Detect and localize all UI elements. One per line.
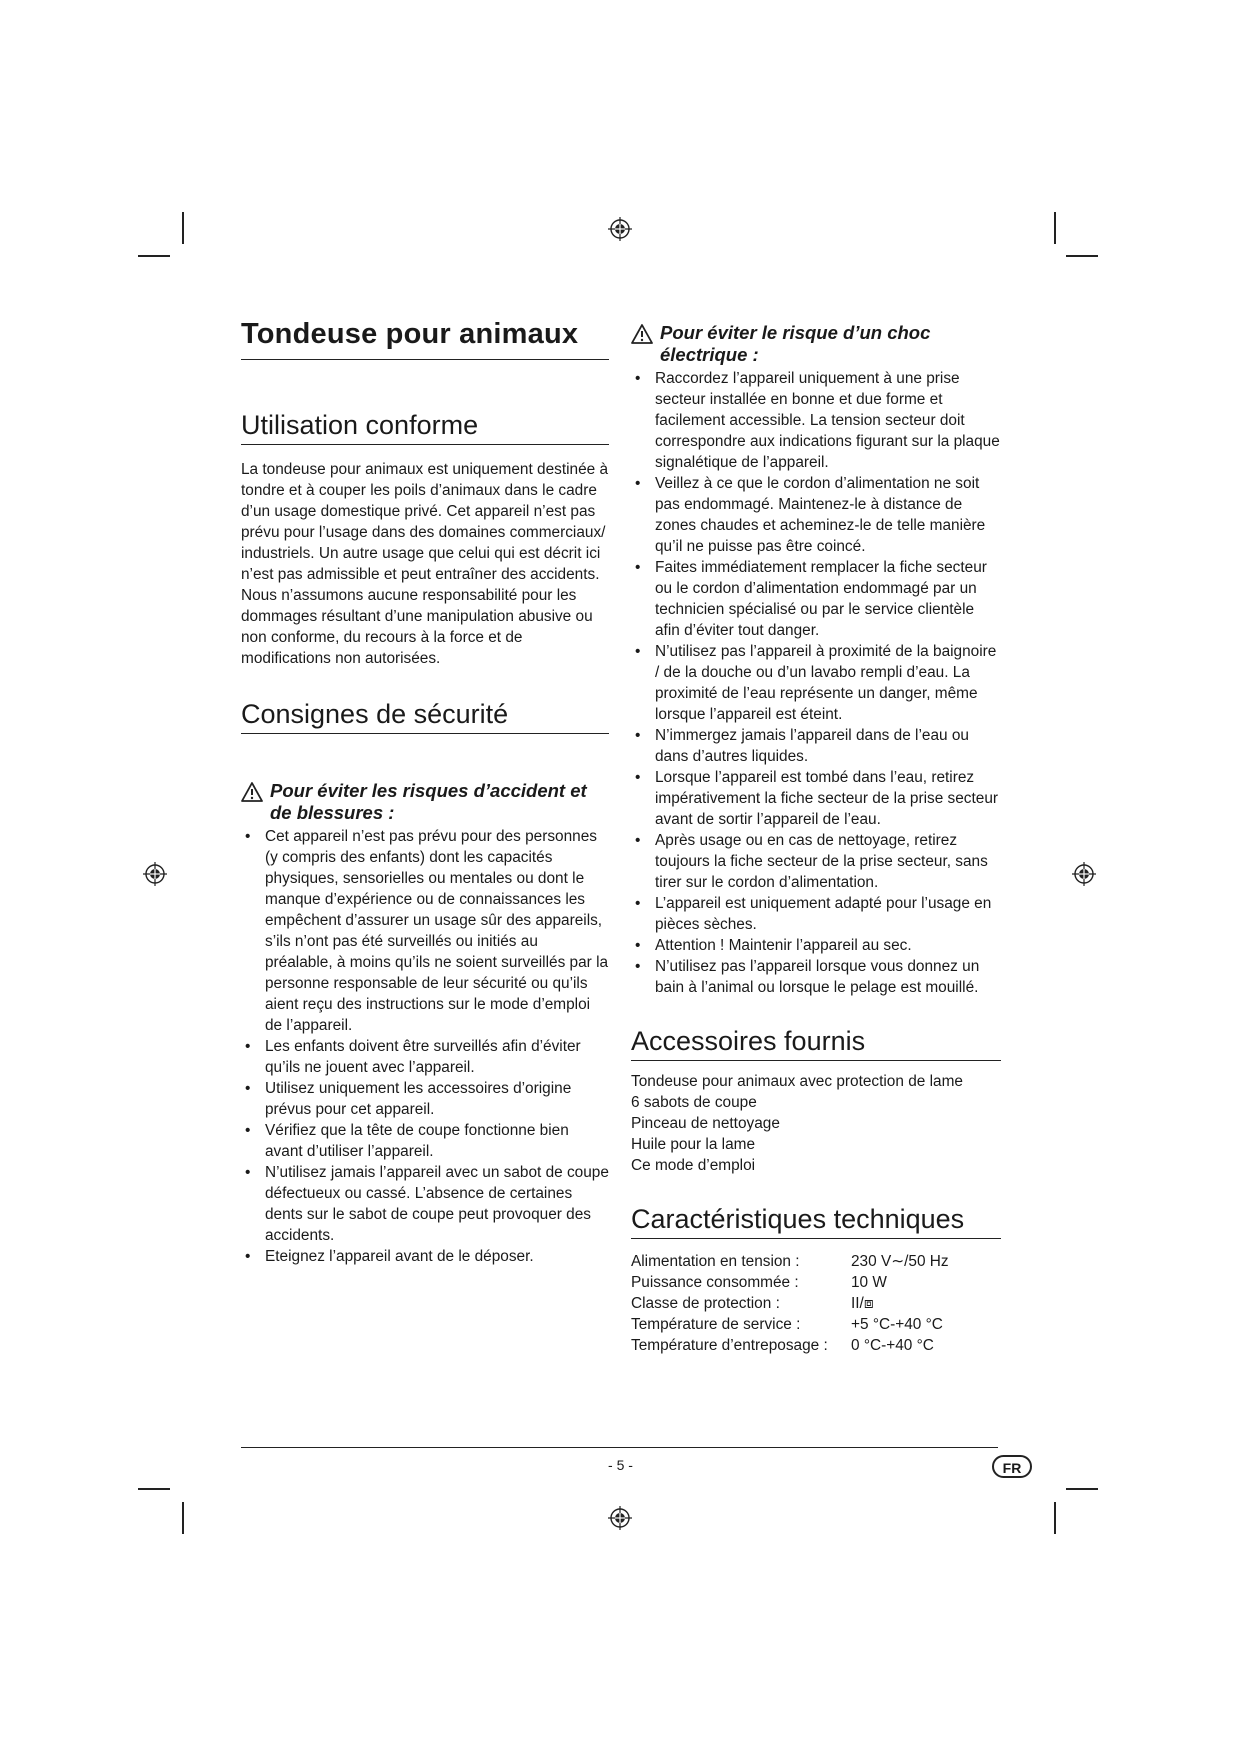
crop-mark bbox=[138, 255, 170, 257]
list-item: • N’utilisez pas l’appareil lorsque vous donnez un bain à l’animal ou lorsque le pelage est mouillé. bbox=[631, 956, 1001, 998]
accident-list bbox=[241, 826, 609, 1267]
list-item: • Veillez à ce que le cordon d’alimentation ne soit pas endommagé. Maintenez-le à distance de zones chaudes et acheminez-le de telle manière qu’il ne puisse pas être coincé. bbox=[631, 473, 1001, 557]
table-row bbox=[631, 1272, 949, 1293]
list-item: 6 sabots de coupe bbox=[631, 1094, 757, 1111]
list-item: • N’utilisez pas l’appareil à proximité de la baignoire / de la douche ou d’un lavabo rempli d’eau. La proximité de l’eau représente un danger, même lorsque l’appareil est éteint. bbox=[631, 641, 1001, 725]
crop-mark bbox=[1054, 212, 1056, 244]
list-item: • Eteignez l’appareil avant de le déposer. bbox=[241, 1246, 609, 1267]
page-title: Tondeuse pour animaux bbox=[241, 318, 609, 360]
table-row bbox=[631, 1293, 949, 1314]
registration-mark-icon bbox=[1072, 862, 1096, 886]
safety-heading: Consignes de sécurité bbox=[241, 699, 609, 734]
spec-value: 10 W bbox=[851, 1274, 887, 1291]
spec-value: +5 °C-+40 °C bbox=[851, 1316, 943, 1333]
list-item: Ce mode d’emploi bbox=[631, 1157, 756, 1174]
spec-label: Température d’entreposage : bbox=[631, 1337, 828, 1354]
list-item: • Après usage ou en cas de nettoyage, retirez toujours la fiche secteur de la prise secteur, sans tirer sur le cordon d’alimentation. bbox=[631, 830, 1001, 893]
list-item: • N’immergez jamais l’appareil dans de l’eau ou dans d’autres liquides. bbox=[631, 725, 1001, 767]
list-item: Pinceau de nettoyage bbox=[631, 1115, 780, 1132]
spec-label: Température de service : bbox=[631, 1316, 801, 1333]
list-item: • Raccordez l’appareil uniquement à une prise secteur installée en bonne et due forme et facilement accessible. La tension secteur doit correspondre aux indications figurant sur la plaque signalétique de l’appareil. bbox=[631, 368, 1001, 473]
warning-triangle-icon bbox=[241, 782, 263, 802]
usage-text: La tondeuse pour animaux est uniquement destinée à tondre et à couper les poils d’animaux dans le cadre d’un usage domestique privé. Cet appareil n’est pas prévu pour l’usage dans des domaines commerciaux/ industriels. Un autre usage que celui qui est décrit ici n’est pas admissible et peut entraîner des accidents. Nous n’assumons aucune responsabilité pour les dommages résultant d’une manipulation abusive ou non conforme, du recours à la force et de modifications non autorisées. bbox=[241, 461, 609, 667]
registration-mark-icon bbox=[608, 217, 632, 241]
list-item: • N’utilisez jamais l’appareil avec un sabot de coupe défectueux ou cassé. L’absence de certaines dents sur le sabot de coupe peut provoquer des accidents. bbox=[241, 1162, 609, 1246]
crop-mark bbox=[1066, 1488, 1098, 1490]
warning-accident-text: Pour éviter les risques d’accident et de blessures : bbox=[270, 780, 587, 823]
specs-table bbox=[631, 1251, 949, 1356]
crop-mark bbox=[182, 212, 184, 244]
accessories-heading: Accessoires fournis bbox=[631, 1026, 1001, 1061]
right-column bbox=[631, 322, 1001, 1356]
warning-accident bbox=[241, 780, 609, 824]
usage-heading: Utilisation conforme bbox=[241, 410, 609, 445]
list-item: • Vérifiez que la tête de coupe fonctionne bien avant d’utiliser l’appareil. bbox=[241, 1120, 609, 1162]
list-item: • Faites immédiatement remplacer la fiche secteur ou le cordon d’alimentation endommagé par un technicien spécialisé ou par le service clientèle afin d’éviter tout danger. bbox=[631, 557, 1001, 641]
warning-triangle-icon bbox=[631, 324, 653, 344]
crop-mark bbox=[1066, 255, 1098, 257]
specs-heading: Caractéristiques techniques bbox=[631, 1204, 1001, 1239]
list-item: • Les enfants doivent être surveillés afin d’éviter qu’ils ne jouent avec l’appareil. bbox=[241, 1036, 609, 1078]
accessories-list bbox=[631, 1071, 1001, 1176]
registration-mark-icon bbox=[143, 862, 167, 886]
warning-shock bbox=[631, 322, 1001, 366]
spec-label: Puissance consommée : bbox=[631, 1274, 799, 1291]
crop-mark bbox=[182, 1502, 184, 1534]
spec-label: Classe de protection : bbox=[631, 1295, 780, 1312]
crop-mark bbox=[1054, 1502, 1056, 1534]
list-item: • Attention ! Maintenir l’appareil au sec. bbox=[631, 935, 1001, 956]
shock-list bbox=[631, 368, 1001, 998]
warning-shock-text: Pour éviter le risque d’un choc électrique : bbox=[660, 322, 931, 365]
language-badge: FR bbox=[992, 1455, 1032, 1478]
left-column bbox=[241, 318, 609, 1267]
list-item: • L’appareil est uniquement adapté pour l’usage en pièces sèches. bbox=[631, 893, 1001, 935]
spec-value: 230 V∼/50 Hz bbox=[851, 1253, 949, 1270]
list-item: • Utilisez uniquement les accessoires d’origine prévus pour cet appareil. bbox=[241, 1078, 609, 1120]
table-row bbox=[631, 1314, 949, 1335]
spec-label: Alimentation en tension : bbox=[631, 1253, 800, 1270]
page-number: - 5 - bbox=[608, 1457, 633, 1473]
table-row bbox=[631, 1335, 949, 1356]
spec-value: 0 °C-+40 °C bbox=[851, 1337, 934, 1354]
list-item: • Cet appareil n’est pas prévu pour des personnes (y compris des enfants) dont les capacités physiques, sensorielles ou mentales ou dont le manque d’expérience ou de connaissances les empêchent d’assurer un usage sûr des appareils, s’ils n’ont pas été surveillés ou initiés au préalable, à moins qu’ils ne soient surveillés par la personne responsable de leur sécurité ou qu’ils aient reçu des instructions sur le mode d’emploi de l’appareil. bbox=[241, 826, 609, 1036]
table-row bbox=[631, 1251, 949, 1272]
footer-divider bbox=[241, 1447, 998, 1448]
list-item: Tondeuse pour animaux avec protection de lame bbox=[631, 1073, 963, 1090]
crop-mark bbox=[138, 1488, 170, 1490]
list-item: Huile pour la lame bbox=[631, 1136, 756, 1153]
list-item: • Lorsque l’appareil est tombé dans l’eau, retirez impérativement la fiche secteur de la prise secteur avant de sortir l’appareil de l’eau. bbox=[631, 767, 1001, 830]
spec-value: II/⧈ bbox=[851, 1295, 874, 1312]
registration-mark-icon bbox=[608, 1506, 632, 1530]
